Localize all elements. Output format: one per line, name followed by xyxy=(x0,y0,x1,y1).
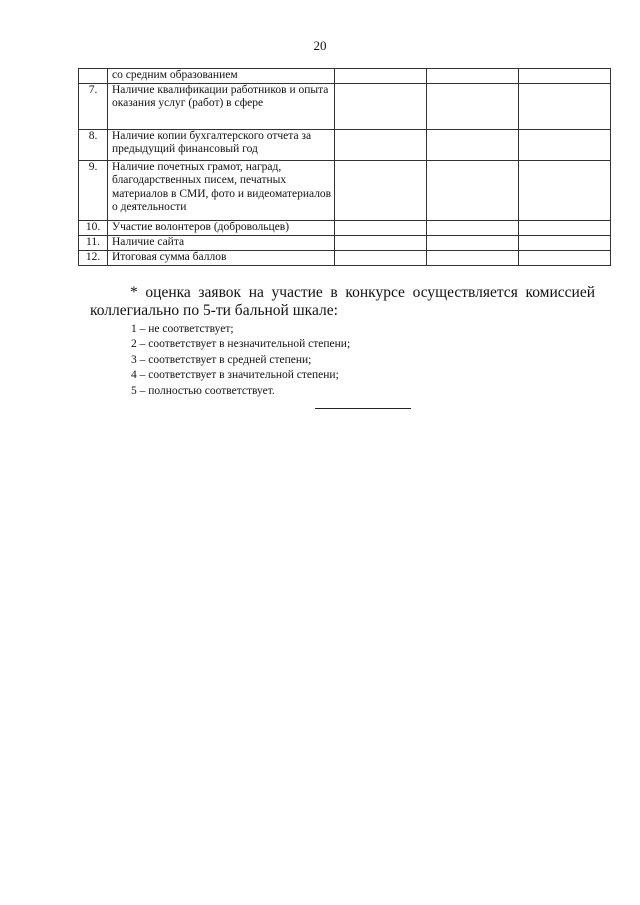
score-cell xyxy=(335,129,427,160)
criterion-text: со средним образованием xyxy=(108,69,335,84)
score-cell xyxy=(519,250,611,265)
evaluation-note xyxy=(90,284,595,320)
row-number: 7. xyxy=(79,83,108,129)
scale-item: 2 – соответствует в незначительной степени; xyxy=(131,338,351,351)
row-number: 9. xyxy=(79,160,108,220)
criterion-text: Наличие копии бухгалтерского отчета за предыдущий финансовый год xyxy=(108,129,335,160)
scale-item: 3 – соответствует в средней степени; xyxy=(131,353,312,366)
criterion-text: Наличие сайта xyxy=(108,235,335,250)
row-number: 12. xyxy=(79,250,108,265)
score-cell xyxy=(427,69,519,84)
row-number: 11. xyxy=(79,235,108,250)
score-cell xyxy=(427,83,519,129)
score-cell xyxy=(335,235,427,250)
scale-item: 5 – полностью соответствует. xyxy=(131,384,275,397)
score-cell xyxy=(427,235,519,250)
table-row xyxy=(79,69,611,84)
end-divider xyxy=(315,408,411,409)
table-row xyxy=(79,160,611,220)
rating-scale xyxy=(131,322,350,399)
table-row xyxy=(79,83,611,129)
note-line-2: коллегиально по 5-ти бальной шкале: xyxy=(90,302,338,319)
score-cell xyxy=(519,160,611,220)
criteria-table xyxy=(78,68,611,266)
note-line-1: * оценка заявок на участие в конкурсе осуществляется комиссией xyxy=(130,284,595,301)
criterion-text: Участие волонтеров (добровольцев) xyxy=(108,220,335,235)
row-number: 10. xyxy=(79,220,108,235)
row-number: 8. xyxy=(79,129,108,160)
score-cell xyxy=(427,250,519,265)
criterion-text: Наличие квалификации работников и опыта оказания услуг (работ) в сфере xyxy=(108,83,335,129)
criterion-text: Наличие почетных грамот, наград, благодарственных писем, печатных материалов в СМИ, фото и видеоматериалов о деятельности xyxy=(108,160,335,220)
scale-item: 1 – не соответствует; xyxy=(131,323,234,335)
score-cell xyxy=(427,129,519,160)
score-cell xyxy=(335,220,427,235)
scale-item: 4 – соответствует в значительной степени; xyxy=(131,369,339,382)
score-cell xyxy=(335,69,427,84)
score-cell xyxy=(519,220,611,235)
score-cell xyxy=(519,129,611,160)
table-row xyxy=(79,250,611,265)
table-row xyxy=(79,220,611,235)
score-cell xyxy=(519,235,611,250)
score-cell xyxy=(427,220,519,235)
score-cell xyxy=(335,250,427,265)
table-row xyxy=(79,129,611,160)
score-cell xyxy=(335,160,427,220)
criterion-text: Итоговая сумма баллов xyxy=(108,250,335,265)
row-number xyxy=(79,69,108,84)
score-cell xyxy=(335,83,427,129)
score-cell xyxy=(519,83,611,129)
score-cell xyxy=(427,160,519,220)
page-number: 20 xyxy=(313,38,327,53)
table-row xyxy=(79,235,611,250)
score-cell xyxy=(519,69,611,84)
